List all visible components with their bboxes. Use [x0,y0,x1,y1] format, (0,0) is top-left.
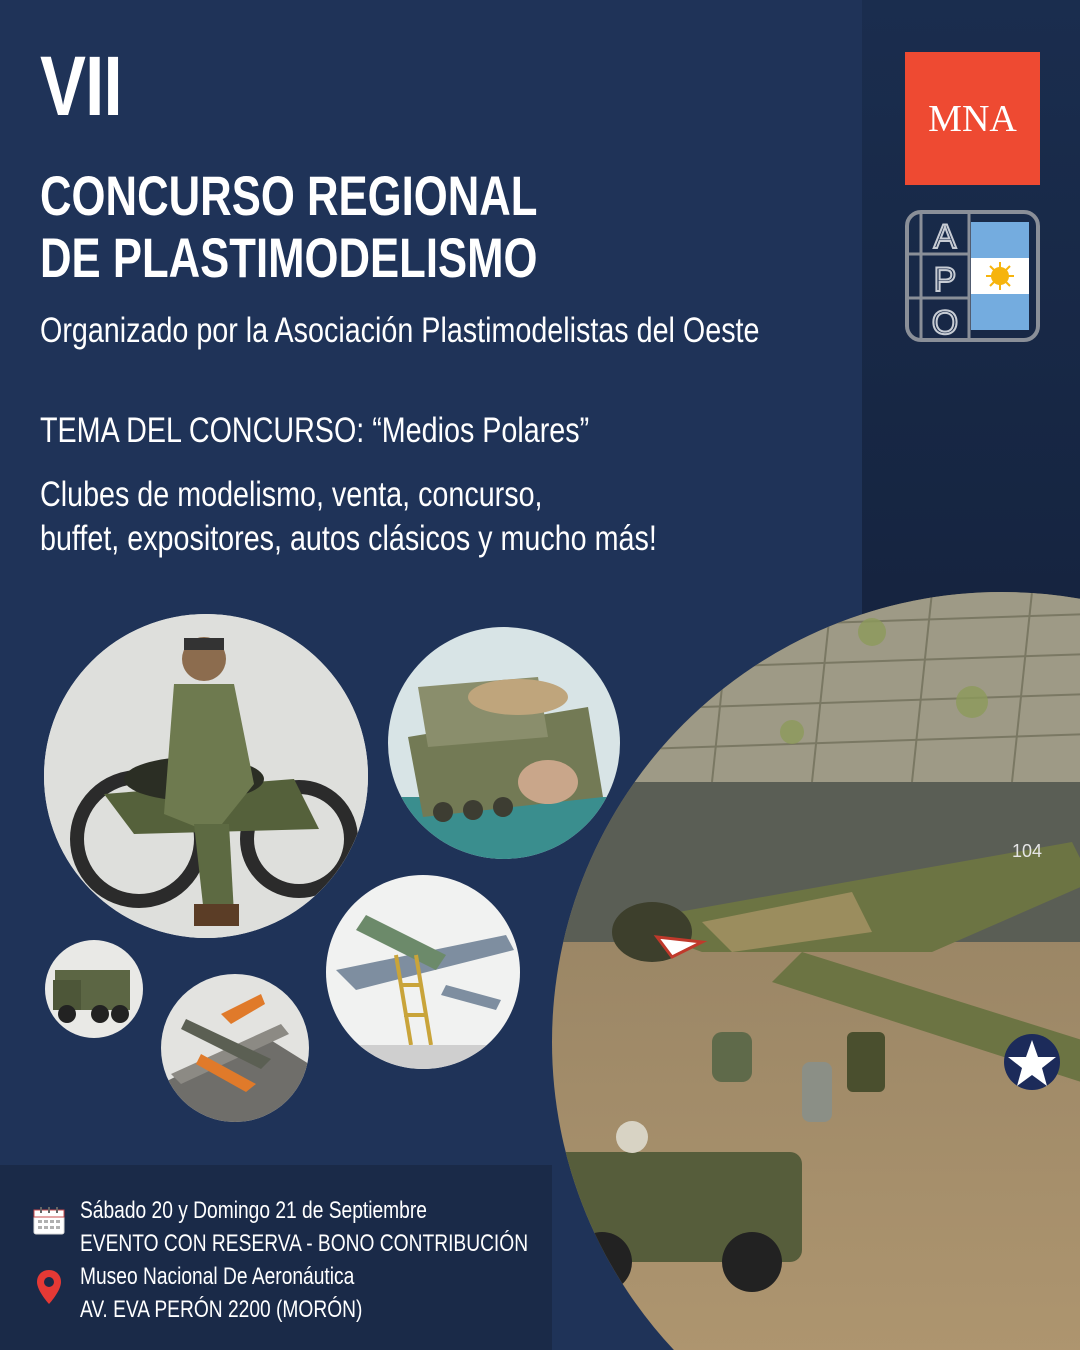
photo-artillery-tank [388,627,620,859]
title-line-2: DE PLASTIMODELISMO [40,226,538,289]
title-line-1: CONCURSO REGIONAL [40,164,538,227]
description-line-2: buffet, expositores, autos clásicos y mucho más! [40,519,657,558]
diorama-photo [552,592,1080,1350]
event-date: Sábado 20 y Domingo 21 de Septiembre [80,1197,427,1224]
venue-address: AV. EVA PERÓN 2200 (MORÓN) [80,1296,363,1323]
edition-number: VII [40,39,122,133]
calendar-icon [33,1205,65,1235]
location-pin-icon [36,1269,62,1305]
photo-orange-jet [161,974,309,1122]
mna-logo-text: MNA [928,97,1017,140]
description-line-1: Clubes de modelismo, venta, concurso, [40,475,543,514]
apo-letter-o: O [931,304,959,342]
apo-letter-p: P [933,261,957,299]
organizer-text: Organizado por la Asociación Plastimodelistas del Oeste [40,311,760,350]
apo-letter-a: A [933,218,957,256]
apo-logo [905,210,1040,342]
mna-logo [905,52,1040,185]
event-reservation: EVENTO CON RESERVA - BONO CONTRIBUCIÓN [80,1230,529,1257]
venue-name: Museo Nacional De Aeronáutica [80,1263,355,1290]
photo-jet-fighter [326,875,520,1069]
contest-theme: TEMA DEL CONCURSO: “Medios Polares” [40,411,590,450]
photo-soldier-motorcycle [44,614,368,938]
photo-military-truck [45,940,143,1038]
svg-text:104: 104 [1012,841,1043,861]
event-info-footer [0,1165,552,1350]
